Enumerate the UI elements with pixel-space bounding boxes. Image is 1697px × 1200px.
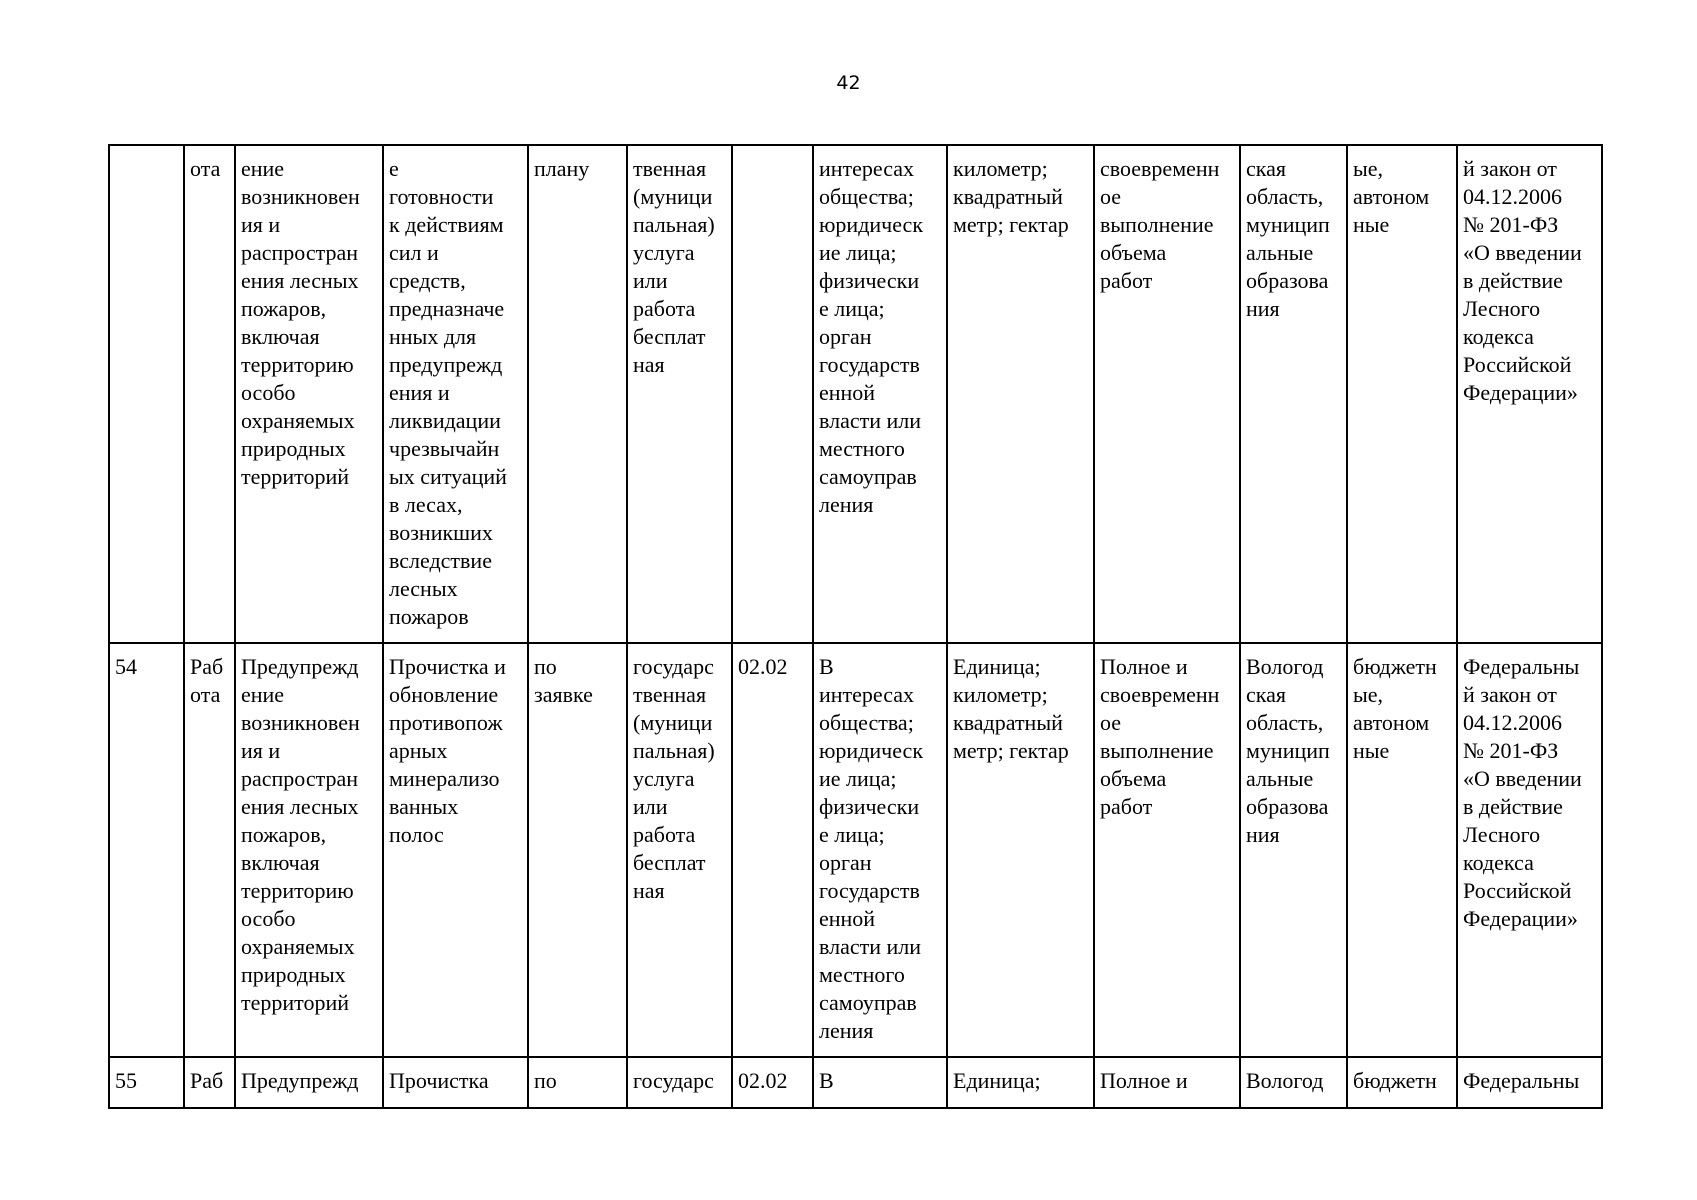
table-row xyxy=(109,1057,1602,1108)
cell-line: услуга xyxy=(633,240,695,265)
cell-line: Полное и xyxy=(1100,1068,1188,1093)
cell-line: сил и xyxy=(389,240,439,265)
cell-line: обновление xyxy=(389,682,499,707)
cell-line: ое xyxy=(1100,710,1122,735)
cell-line: пальная) xyxy=(633,738,715,763)
cell-line: физически xyxy=(819,794,920,819)
cell-line: объема xyxy=(1100,766,1167,791)
table-body xyxy=(109,145,1602,1108)
cell-line: чрезвычайн xyxy=(389,436,500,461)
services-table xyxy=(108,144,1603,1109)
cell-line: Прочистка и xyxy=(389,654,506,679)
cell-line: Прочистка xyxy=(389,1068,489,1093)
cell-line: пальная) xyxy=(633,212,715,237)
cell-line: средств, xyxy=(389,268,466,293)
cell-content xyxy=(383,145,528,643)
cell-line: Федеральны xyxy=(1463,654,1580,679)
cell-line: ванных xyxy=(389,794,459,819)
cell-line: услуга xyxy=(633,766,695,791)
cell-line: ления xyxy=(819,492,874,517)
cell-units xyxy=(947,1057,1094,1108)
cell-line: юридическ xyxy=(819,738,924,763)
cell-line: ская xyxy=(1246,682,1287,707)
cell-line: бесплат xyxy=(633,850,706,875)
cell-line: минерализо xyxy=(389,766,500,791)
cell-line: «О введении xyxy=(1463,240,1582,265)
cell-line: местного xyxy=(819,436,905,461)
cell-line: ое xyxy=(1100,184,1122,209)
cell-line: квадратный xyxy=(953,184,1063,209)
cell-units xyxy=(947,145,1094,643)
cell-line: пожаров xyxy=(389,604,469,629)
cell-line: автоном xyxy=(1353,184,1430,209)
cell-line: Раб xyxy=(190,1068,224,1093)
cell-line: заявке xyxy=(534,682,593,707)
cell-line: общества; xyxy=(819,184,914,209)
cell-line: возникновен xyxy=(241,184,360,209)
cell-line: километр; xyxy=(953,682,1048,707)
cell-line: ения и xyxy=(389,380,450,405)
cell-line: местного xyxy=(819,962,905,987)
cell-quality xyxy=(1094,643,1240,1057)
cell-line: ия и xyxy=(241,738,281,763)
cell-line: Федеральны xyxy=(1463,1068,1580,1093)
cell-line: ия и xyxy=(241,212,281,237)
cell-line: Предупрежд xyxy=(241,654,359,679)
cell-line: или xyxy=(633,794,668,819)
cell-payment xyxy=(627,643,732,1057)
cell-line: 04.12.2006 xyxy=(1463,710,1562,735)
cell-line: ение xyxy=(241,156,285,181)
cell-line: включая xyxy=(241,850,320,875)
cell-line: (муници xyxy=(633,710,713,735)
cell-service-name xyxy=(235,643,383,1057)
cell-line: В xyxy=(819,654,834,679)
cell-line: государств xyxy=(819,352,920,377)
cell-line: природных xyxy=(241,436,346,461)
cell-payment xyxy=(627,145,732,643)
cell-line: Единица; xyxy=(953,654,1041,679)
cell-line: Раб xyxy=(190,654,224,679)
cell-line: (муници xyxy=(633,184,713,209)
cell-line: 02.02 xyxy=(738,1068,788,1093)
cell-line: альные xyxy=(1246,240,1314,265)
cell-region xyxy=(1240,643,1347,1057)
cell-line: интересах xyxy=(819,156,915,181)
cell-line: государс xyxy=(633,654,714,679)
cell-line: по xyxy=(534,1068,557,1093)
cell-line: в действие xyxy=(1463,794,1563,819)
cell-line: предупрежд xyxy=(389,352,503,377)
cell-line: ская xyxy=(1246,156,1287,181)
cell-line: муницип xyxy=(1246,212,1330,237)
cell-content xyxy=(383,643,528,1057)
cell-line: 54 xyxy=(115,654,137,679)
cell-line: работ xyxy=(1100,794,1153,819)
cell-quality xyxy=(1094,145,1240,643)
cell-service-name xyxy=(235,1057,383,1108)
cell-line: ые, xyxy=(1353,682,1384,707)
cell-line: ие лица; xyxy=(819,240,897,265)
cell-line: муницип xyxy=(1246,738,1330,763)
cell-line: выполнение xyxy=(1100,212,1214,237)
cell-condition xyxy=(528,145,627,643)
cell-line: особо xyxy=(241,906,296,931)
cell-units xyxy=(947,643,1094,1057)
cell-line: твенная xyxy=(633,682,707,707)
cell-line: арных xyxy=(389,738,448,763)
cell-number xyxy=(109,145,184,643)
cell-line: интересах xyxy=(819,682,915,707)
cell-line: 04.12.2006 xyxy=(1463,184,1562,209)
cell-institution-type xyxy=(1347,1057,1457,1108)
cell-line: 02.02 xyxy=(738,654,788,679)
cell-line: бесплат xyxy=(633,324,706,349)
cell-line: охраняемых xyxy=(241,408,355,433)
cell-type xyxy=(184,145,235,643)
cell-line: включая xyxy=(241,324,320,349)
cell-line: В xyxy=(819,1068,834,1093)
cell-line: енной xyxy=(819,906,876,931)
cell-number xyxy=(109,1057,184,1108)
cell-line: в действие xyxy=(1463,268,1563,293)
cell-line: самоуправ xyxy=(819,464,917,489)
cell-line: автоном xyxy=(1353,710,1430,735)
cell-line: к действиям xyxy=(389,212,504,237)
cell-line: енной xyxy=(819,380,876,405)
cell-line: возникших xyxy=(389,520,493,545)
cell-line: территорию xyxy=(241,352,354,377)
cell-line: й закон от xyxy=(1463,682,1557,707)
cell-line: территорию xyxy=(241,878,354,903)
cell-line: бюджетн xyxy=(1353,1068,1437,1093)
cell-line: особо xyxy=(241,380,296,405)
cell-content xyxy=(383,1057,528,1108)
cell-line: работа xyxy=(633,296,696,321)
cell-line: орган xyxy=(819,324,872,349)
cell-line: распростран xyxy=(241,240,359,265)
cell-line: распростран xyxy=(241,766,359,791)
cell-line: ные xyxy=(1353,212,1390,237)
cell-line: ния xyxy=(1246,296,1280,321)
cell-line: самоуправ xyxy=(819,990,917,1015)
cell-line: готовности xyxy=(389,184,494,209)
cell-line: государств xyxy=(819,878,920,903)
cell-line: Лесного xyxy=(1463,296,1541,321)
cell-quality xyxy=(1094,1057,1240,1108)
cell-line: по xyxy=(534,654,557,679)
cell-line: природных xyxy=(241,962,346,987)
cell-line: е xyxy=(389,156,399,181)
cell-institution-type xyxy=(1347,643,1457,1057)
cell-line: в лесах, xyxy=(389,492,463,517)
cell-line: область, xyxy=(1246,184,1324,209)
cell-code xyxy=(732,1057,813,1108)
cell-line: противопож xyxy=(389,710,503,735)
cell-condition xyxy=(528,1057,627,1108)
cell-line: ых ситуаций xyxy=(389,464,507,489)
cell-line: бюджетн xyxy=(1353,654,1437,679)
cell-line: Российской xyxy=(1463,352,1572,377)
cell-consumers xyxy=(813,145,947,643)
cell-line: ота xyxy=(190,682,221,707)
page-number: 42 xyxy=(836,72,861,94)
table-row xyxy=(109,643,1602,1057)
cell-type xyxy=(184,643,235,1057)
cell-line: юридическ xyxy=(819,212,924,237)
cell-line: ления xyxy=(819,1018,874,1043)
cell-line: Предупрежд xyxy=(241,1068,359,1093)
cell-consumers xyxy=(813,643,947,1057)
cell-line: Полное и xyxy=(1100,654,1188,679)
cell-line: ение xyxy=(241,682,285,707)
table-row xyxy=(109,145,1602,643)
cell-line: ота xyxy=(190,156,221,181)
cell-line: й закон от xyxy=(1463,156,1557,181)
cell-line: возникновен xyxy=(241,710,360,735)
cell-code xyxy=(732,145,813,643)
cell-line: квадратный xyxy=(953,710,1063,735)
cell-line: Вологод xyxy=(1246,1068,1324,1093)
cell-line: своевременн xyxy=(1100,156,1220,181)
cell-line: территорий xyxy=(241,990,350,1015)
cell-number xyxy=(109,643,184,1057)
cell-line: работа xyxy=(633,822,696,847)
cell-consumers xyxy=(813,1057,947,1108)
cell-type xyxy=(184,1057,235,1108)
cell-line: ная xyxy=(633,352,665,377)
cell-line: ые, xyxy=(1353,156,1384,181)
cell-legal-basis xyxy=(1457,145,1602,643)
cell-line: Федерации» xyxy=(1463,906,1578,931)
cell-line: физически xyxy=(819,268,920,293)
cell-line: ения лесных xyxy=(241,268,359,293)
cell-code xyxy=(732,643,813,1057)
cell-line: ные xyxy=(1353,738,1390,763)
cell-line: Единица; xyxy=(953,1068,1041,1093)
cell-line: своевременн xyxy=(1100,682,1220,707)
cell-line: Лесного xyxy=(1463,822,1541,847)
cell-line: пожаров, xyxy=(241,296,327,321)
cell-condition xyxy=(528,643,627,1057)
cell-legal-basis xyxy=(1457,643,1602,1057)
cell-line: твенная xyxy=(633,156,707,181)
cell-line: № 201-ФЗ xyxy=(1463,738,1559,763)
cell-line: кодекса xyxy=(1463,850,1534,875)
cell-line: километр; xyxy=(953,156,1048,181)
cell-line: объема xyxy=(1100,240,1167,265)
cell-line: Федерации» xyxy=(1463,380,1578,405)
cell-line: ие лица; xyxy=(819,766,897,791)
cell-line: № 201-ФЗ xyxy=(1463,212,1559,237)
cell-line: образова xyxy=(1246,268,1329,293)
cell-line: предназначе xyxy=(389,296,505,321)
cell-line: полос xyxy=(389,822,444,847)
cell-line: орган xyxy=(819,850,872,875)
cell-line: «О введении xyxy=(1463,766,1582,791)
cell-line: общества; xyxy=(819,710,914,735)
cell-line: территорий xyxy=(241,464,350,489)
cell-line: ния xyxy=(1246,822,1280,847)
cell-line: е лица; xyxy=(819,822,885,847)
cell-line: ная xyxy=(633,878,665,903)
cell-line: метр; гектар xyxy=(953,738,1069,763)
cell-line: работ xyxy=(1100,268,1153,293)
cell-line: власти или xyxy=(819,408,922,433)
cell-line: кодекса xyxy=(1463,324,1534,349)
cell-line: нных для xyxy=(389,324,477,349)
cell-line: ликвидации xyxy=(389,408,501,433)
cell-line: ения лесных xyxy=(241,794,359,819)
cell-line: или xyxy=(633,268,668,293)
cell-line: вследствие xyxy=(389,548,492,573)
cell-institution-type xyxy=(1347,145,1457,643)
cell-line: образова xyxy=(1246,794,1329,819)
cell-region xyxy=(1240,145,1347,643)
cell-line: альные xyxy=(1246,766,1314,791)
cell-line: плану xyxy=(534,156,590,181)
cell-line: выполнение xyxy=(1100,738,1214,763)
cell-payment xyxy=(627,1057,732,1108)
cell-line: лесных xyxy=(389,576,458,601)
cell-line: Вологод xyxy=(1246,654,1324,679)
cell-line: е лица; xyxy=(819,296,885,321)
cell-line: государс xyxy=(633,1068,714,1093)
cell-line: охраняемых xyxy=(241,934,355,959)
cell-line: метр; гектар xyxy=(953,212,1069,237)
cell-line: Российской xyxy=(1463,878,1572,903)
cell-line: власти или xyxy=(819,934,922,959)
cell-legal-basis xyxy=(1457,1057,1602,1108)
cell-region xyxy=(1240,1057,1347,1108)
cell-line: пожаров, xyxy=(241,822,327,847)
cell-line: 55 xyxy=(115,1068,137,1093)
cell-service-name xyxy=(235,145,383,643)
cell-line: область, xyxy=(1246,710,1324,735)
